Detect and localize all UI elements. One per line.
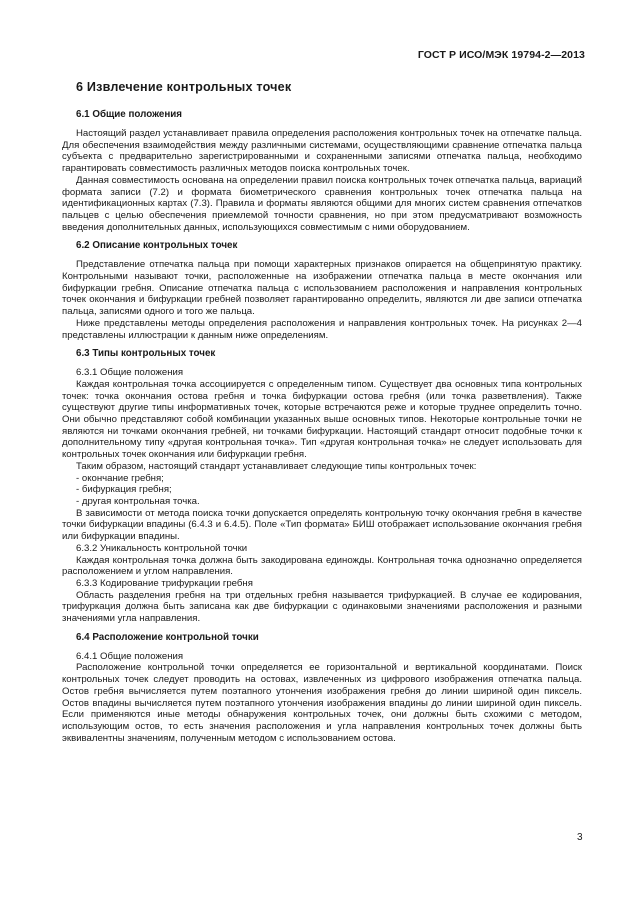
paragraph: Данная совместимость основана на определении правил поиска контрольных точек отпечатка пальца, вариаций формата записи (7.2) и формата биометрического сравнения контрольных точек отпечатка пальца на идентификационных картах (7.3). Правила и форматы являются общими для многих систем сравнения отпечатков пальцев с целью обеспечения приемлемой точности сравнения, но при этом предусматривают возможность введения дополнительных данных, использующихся совместимым с ними оборудованием. <box>62 174 582 233</box>
paragraph: Каждая контрольная точка ассоциируется с определенным типом. Существует два основных типа контрольных точек: точка окончания остова гребня и точка бифуркации остова гребня (или точка разветвления). Также существуют другие типы информативных точек, которые встречаются реже и которые труднее определить точно. Они обычно представляют собой комбинации указанных выше основных типов. Некоторые контрольные точки не являются ни точками окончания гребней, ни точками бифуркации. Настоящий стандарт относит подобные точки к дополнительному типу «другая контрольная точка». Тип «другая контрольная точка» не следует использовать для контрольных точек окончания или бифуркации гребня. <box>62 378 582 461</box>
subsection-6-3-1-title: 6.3.1 Общие положения <box>76 367 184 379</box>
subsection-6-3-2-title: 6.3.2 Уникальность контрольной точки <box>76 542 248 554</box>
section-6-3-title: 6.3 Типы контрольных точек <box>76 348 216 360</box>
list-item: - бифуркация гребня; <box>76 484 172 496</box>
paragraph: Ниже представлены методы определения расположения и направления контрольных точек. На рисунках 2—4 представлены иллюстрации к данным ниже определениям. <box>62 317 582 341</box>
subsection-6-3-3-title: 6.3.3 Кодирование трифуркации гребня <box>76 577 253 589</box>
section-6-title: 6 Извлечение контрольных точек <box>76 80 292 94</box>
list-item: - другая контрольная точка. <box>76 495 200 507</box>
section-6-4-title: 6.4 Расположение контрольной точки <box>76 631 259 643</box>
standard-header: ГОСТ Р ИСО/МЭК 19794-2—2013 <box>417 49 585 61</box>
paragraph: Каждая контрольная точка должна быть закодирована единожды. Контрольная точка однозначно определяется расположением и углом направления. <box>62 554 582 578</box>
paragraph: Таким образом, настоящий стандарт устанавливает следующие типы контрольных точек: <box>76 460 477 472</box>
paragraph: В зависимости от метода поиска точки допускается определять контрольную точку окончания гребня в качестве точки бифуркации впадины (6.4.3 и 6.4.5). Поле «Тип формата» БИШ отображает использование окончания гребня или бифуркации впадины. <box>62 507 582 543</box>
paragraph: Область разделения гребня на три отдельных гребня называется трифуркацией. В случае ее кодирования, трифуркация должна быть записана как две бифуркации с одинаковыми значениями расположения и разными значениями угла направления. <box>62 589 582 625</box>
paragraph: Расположение контрольной точки определяется ее горизонтальной и вертикальной координатами. Поиск контрольных точек следует проводить на остовах, извлеченных из цифрового изображения отпечатка пальца. Остов гребня вычисляется путем поэтапного утончения изображения гребня до линии шириной один пиксель. Остов впадины вычисляется путем поэтапного утончения изображения впадины до линии шириной один пиксель. Если применяются иные методы обнаружения контрольных точек, они должны быть схожими с методом, использующим остов, то есть значения расположения и угла направления контрольных точек должны быть эквивалентны значениям, полученным методом с использованием остова. <box>62 662 582 744</box>
page-content <box>62 80 582 744</box>
section-6-2-title: 6.2 Описание контрольных точек <box>76 240 238 252</box>
page-number: 3 <box>577 832 583 843</box>
section-6-1-title: 6.1 Общие положения <box>76 109 183 120</box>
paragraph: Представление отпечатка пальца при помощи характерных признаков опирается на общепринятую практику. Контрольными называют точки, расположенные на изображении отпечатка пальца в месте окончания или бифуркации гребня. Описание отпечатка пальца с использованием расположения и направления контрольных точек окончания и бифуркации гребней позволяет гарантированно определить, являются ли две записи отпечатка пальца, записями одного и того же пальца. <box>62 259 582 318</box>
paragraph: Настоящий раздел устанавливает правила определения расположения контрольных точек на отпечатке пальца. Для обеспечения взаимодействия между различными системами, осуществляющими сравнение отпечатка пальца субъекта с предварительно зарегистрированными и сохраненными записями отпечатка пальца, необходимо гарантировать совместимость различных методов поиска контрольных точек. <box>62 128 582 175</box>
subsection-6-4-1-title: 6.4.1 Общие положения <box>76 650 184 662</box>
list-item: - окончание гребня; <box>76 472 164 484</box>
